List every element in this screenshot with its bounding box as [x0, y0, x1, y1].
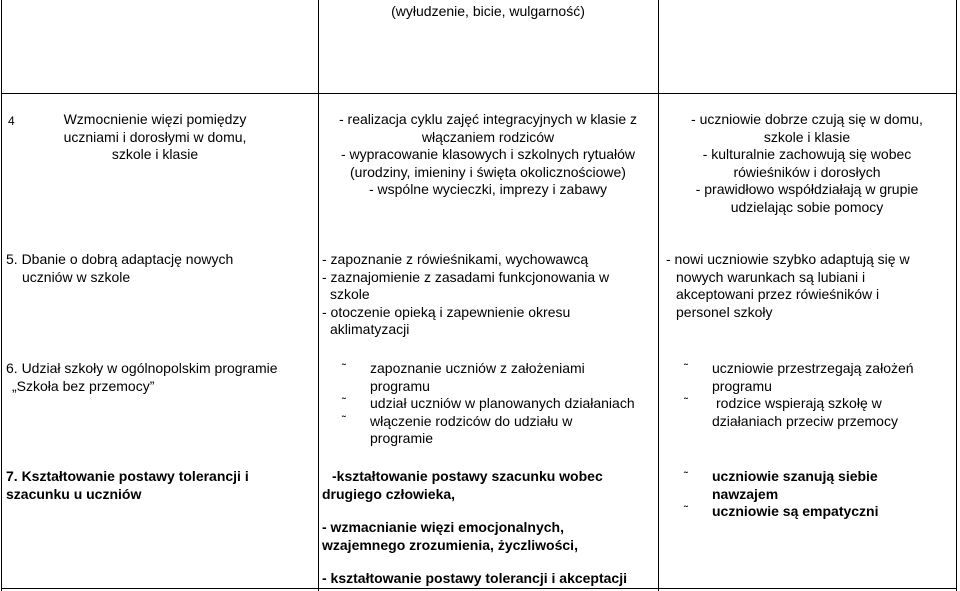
row-4-methods	[322, 468, 656, 588]
cell-line: szkole i klasie	[763, 128, 851, 145]
cell-line: szkole	[330, 286, 370, 302]
row-2-methods	[322, 251, 656, 339]
cell-line: - kulturalnie zachowują się wobec	[702, 146, 912, 162]
cell-line: programu	[712, 377, 772, 394]
cell-line: - wspólne wycieczki, imprezy i zabawy	[368, 181, 608, 197]
row-1-methods	[320, 111, 656, 199]
bullet-mark: ˜	[684, 469, 688, 483]
task-number: 4	[8, 114, 15, 128]
cell-line: - kształtowanie postawy tolerancji i akceptacji	[322, 570, 627, 586]
bullet-mark: ˜	[684, 395, 688, 409]
cell-line: akceptowani przez rówieśników i	[676, 286, 880, 302]
cell-line: szkole i klasie	[111, 146, 199, 162]
cell-line: udzielając sobie pomocy	[730, 198, 884, 215]
cell-line: „Szkoła bez przemocy”	[12, 377, 155, 394]
row-3-methods	[342, 360, 656, 448]
cell-line: - otoczenie opieką i zapewnienie okresu	[322, 303, 571, 320]
row-1-outcomes	[660, 111, 954, 216]
cell-line: - wypracowanie klasowych i szkolnych rytuałów	[340, 146, 636, 162]
cell-line: 7. Kształtowanie postawy tolerancji i	[6, 468, 249, 484]
cell-line: uczniowie szanują siebie	[712, 468, 878, 484]
cell-line: (wyłudzenie, bicie, wulgarność)	[391, 3, 585, 19]
cell-line: udział uczniów w planowanych działaniach	[370, 395, 635, 411]
column-divider-1	[318, 0, 319, 591]
cell-line: programu	[370, 377, 430, 394]
cell-line: włączenie rodziców do udziału w	[370, 412, 573, 429]
cell-line: szacunku u uczniów	[6, 485, 142, 502]
row-2-outcomes	[666, 251, 954, 321]
cell-line: personel szkoły	[676, 303, 773, 320]
bullet-mark: ˜	[342, 395, 346, 409]
row-0-method	[320, 3, 656, 21]
cell-line: włączaniem rodziców	[421, 128, 555, 145]
cell-line: Wzmocnienie więzi pomiędzy	[63, 111, 247, 127]
cell-line: - uczniowie dobrze czują się w domu,	[691, 111, 923, 127]
bullet-mark: ˜	[342, 361, 346, 375]
row-2-goal	[6, 251, 314, 286]
row-3-outcomes	[684, 360, 954, 430]
cell-line: -kształtowanie postawy szacunku wobec	[332, 468, 603, 484]
row-4-outcomes	[684, 468, 954, 521]
row-4-goal	[6, 468, 314, 503]
bullet-mark: ˜	[342, 413, 346, 427]
table-border-left	[1, 0, 2, 591]
table-border-right	[956, 0, 957, 591]
cell-line: rodzice wspierają szkołę w	[716, 395, 882, 411]
cell-line: nawzajem	[712, 485, 779, 502]
row-3-goal	[6, 360, 314, 395]
cell-line: - nowi uczniowie szybko adaptują się w	[666, 251, 910, 267]
cell-line: - zaznajomienie z zasadami funkcjonowania w	[322, 268, 610, 285]
column-divider-2	[658, 0, 659, 591]
cell-line: uczniami i dorosłymi w domu,	[63, 128, 247, 145]
row-1-goal	[8, 111, 314, 164]
row-divider-1	[1, 93, 957, 94]
cell-line: (urodziny, imieniny i święta okolicznościowe)	[350, 163, 626, 180]
bullet-mark: ˜	[684, 503, 688, 517]
cell-line: rówieśników i dorosłych	[733, 163, 881, 180]
cell-line: drugiego człowieka,	[322, 485, 456, 502]
cell-line: nowych warunkach są lubiani i	[676, 268, 866, 285]
cell-line: 6. Udział szkoły w ogólnopolskim programie	[6, 360, 278, 376]
cell-line: 5. Dbanie o dobrą adaptację nowych	[6, 251, 234, 267]
cell-line: - realizacja cyklu zajęć integracyjnych w klasie z	[339, 111, 637, 127]
cell-line: - prawidłowo współdziałają w grupie	[695, 181, 919, 197]
table-border-bottom	[1, 588, 957, 589]
cell-line: działaniach przeciw przemocy	[712, 412, 898, 429]
cell-line: zapoznanie uczniów z założeniami	[370, 360, 585, 376]
cell-line: wzajemnego zrozumienia, życzliwości,	[322, 536, 578, 553]
cell-line: aklimatyzacji	[330, 321, 410, 337]
cell-line: uczniów w szkole	[22, 268, 131, 285]
cell-line: programie	[370, 430, 434, 446]
cell-line: - wzmacnianie więzi emocjonalnych,	[322, 519, 564, 535]
cell-line: uczniowie są empatyczni	[712, 503, 879, 519]
cell-line: - zapoznanie z rówieśnikami, wychowawcą	[322, 251, 589, 267]
bullet-mark: ˜	[684, 361, 688, 375]
cell-line: uczniowie przestrzegają założeń	[712, 360, 914, 376]
